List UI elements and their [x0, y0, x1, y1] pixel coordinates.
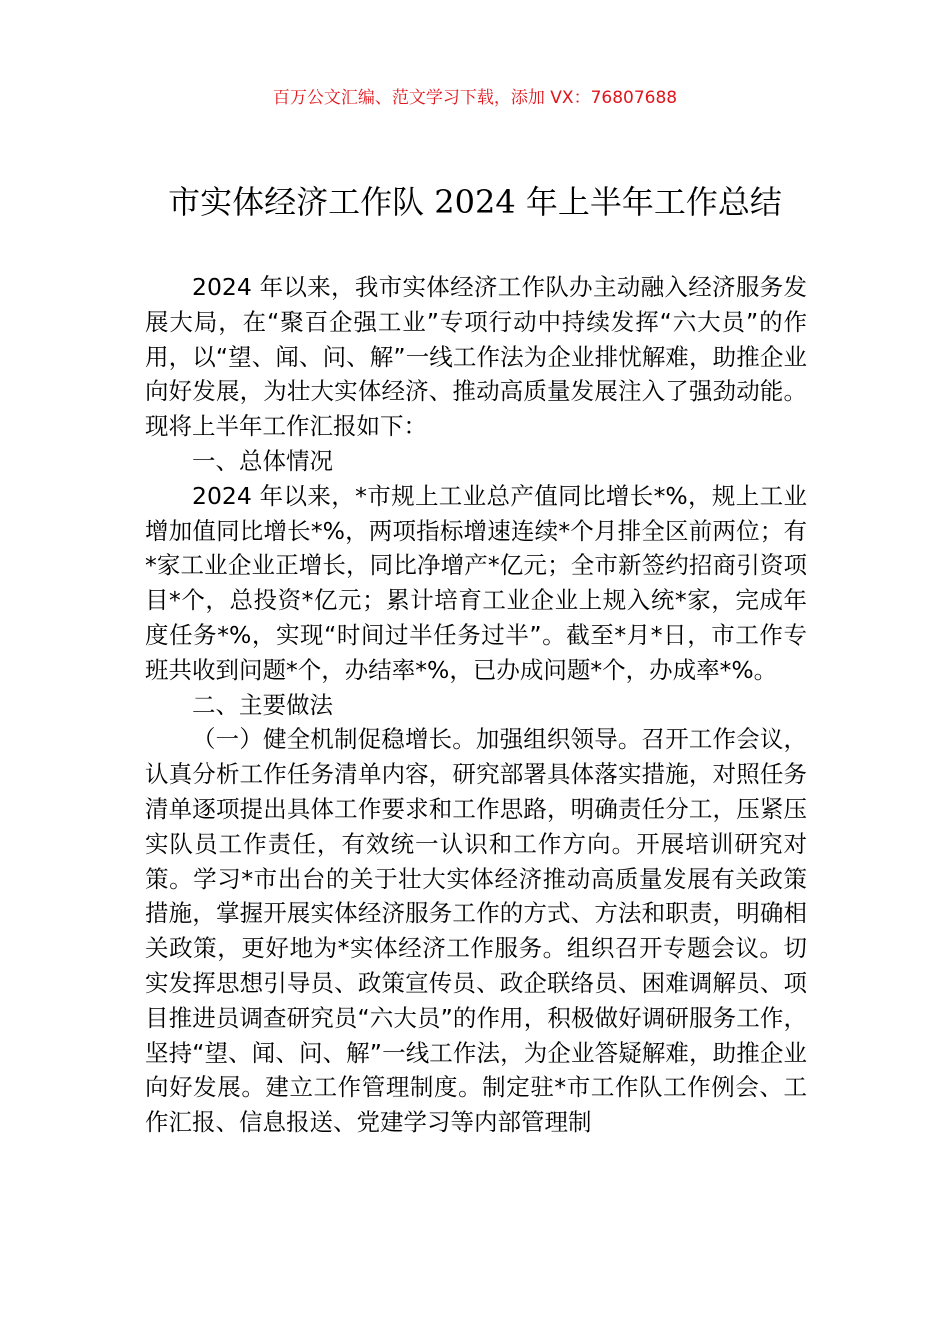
document-title: 市实体经济工作队 2024 年上半年工作总结: [168, 183, 782, 221]
paragraph-measures-1: （一）健全机制促稳增长。加强组织领导。召开工作会议，认真分析工作任务清单内容，研究部署具体落实措施，对照任务清单逐项提出具体工作要求和工作思路，明确责任分工，压紧压实队员工作责任，有效统一认识和工作方向。开展培训研究对策。学习*市出台的关于壮大实体经济推动高质量发展有关政策措施，掌握开展实体经济服务工作的方式、方法和职责，明确相关政策，更好地为*实体经济工作服务。组织召开专题会议。切实发挥思想引导员、政策宣传员、政企联络员、困难调解员、项目推进员调查研究员“六大员”的作用，积极做好调研服务工作，坚持“望、闻、问、解”一线工作法，为企业答疑解难，助推企业向好发展。建立工作管理制度。制定驻*市工作队工作例会、工作汇报、信息报送、党建学习等内部管理制: [145, 725, 807, 1137]
document-body: [145, 270, 807, 1140]
header-banner: 百万公文汇编、范文学习下载，添加 VX：76807688: [272, 88, 678, 108]
paragraph-overview: 2024 年以来，*市规上工业总产值同比增长*%，规上工业增加值同比增长*%，两项指标增速连续*个月排全区前两位；有*家工业企业正增长，同比净增产*亿元；全市新签约招商引资项目*个，总投资*亿元；累计培育工业企业上规入统*家，完成年度任务*%，实现“时间过半任务过半”。截至*月*日，市工作专班共收到问题*个，办结率*%，已办成问题*个，办成率*%。: [145, 481, 807, 684]
section-heading-measures: 二、主要做法: [192, 690, 333, 719]
paragraph-intro: 2024 年以来，我市实体经济工作队办主动融入经济服务发展大局，在“聚百企强工业”专项行动中持续发挥“六大员”的作用，以“望、闻、问、解”一线工作法为企业排忧解难，助推企业向好发展，为壮大实体经济、推动高质量发展注入了强劲动能。现将上半年工作汇报如下：: [145, 273, 807, 441]
section-heading-overview: 一、总体情况: [192, 446, 333, 475]
